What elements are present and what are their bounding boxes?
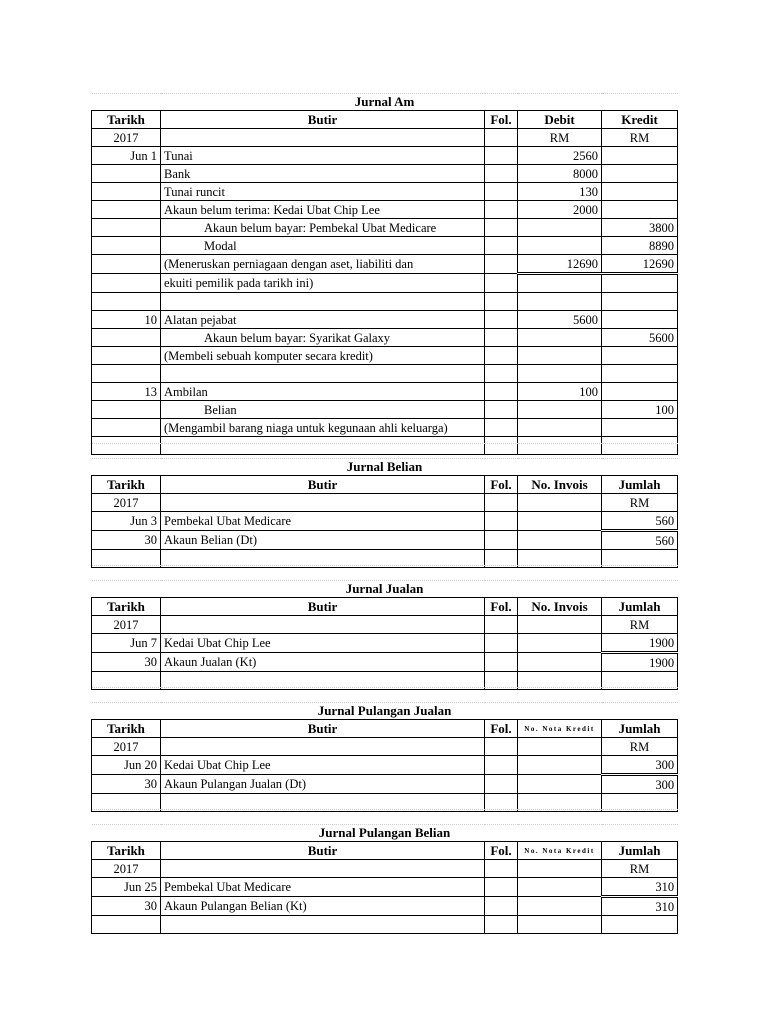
- table-title-row: [92, 581, 678, 598]
- jurnal-pulangan-jualan-table: [91, 687, 678, 812]
- header-butir: Butir: [161, 842, 485, 860]
- header-kredit: Kredit: [602, 111, 678, 129]
- header-row: [92, 720, 678, 738]
- kredit-cell: 5600: [602, 329, 678, 347]
- jurnal-am-table: [91, 93, 678, 455]
- date-cell: 13: [92, 383, 161, 401]
- desc-cell: Tunai: [161, 147, 485, 165]
- debit-cell: 8000: [518, 165, 602, 183]
- debit-cell: [518, 419, 602, 437]
- desc-cell: (Meneruskan perniagaan dengan aset, liabiliti dan: [161, 255, 485, 274]
- desc-cell: Bank: [161, 165, 485, 183]
- kredit-cell: [602, 165, 678, 183]
- table-row: [92, 274, 678, 293]
- currency-jumlah: RM: [602, 738, 678, 756]
- amount-cell: 310: [602, 878, 678, 897]
- currency-jumlah: RM: [602, 860, 678, 878]
- table-row: [92, 201, 678, 219]
- date-cell: 30: [92, 897, 161, 916]
- kredit-cell: 8890: [602, 237, 678, 255]
- header-tarikh: Tarikh: [92, 598, 161, 616]
- table-row: [92, 237, 678, 255]
- kredit-cell: 3800: [602, 219, 678, 237]
- header-row: [92, 476, 678, 494]
- header-butir: Butir: [161, 598, 485, 616]
- debit-cell: [518, 219, 602, 237]
- header-jumlah: Jumlah: [602, 842, 678, 860]
- header-tarikh: Tarikh: [92, 476, 161, 494]
- year-cell: 2017: [92, 860, 161, 878]
- amount-cell: 560: [602, 512, 678, 531]
- debit-cell: 130: [518, 183, 602, 201]
- debit-cell: [518, 274, 602, 293]
- desc-cell: Akaun belum bayar: Pembekal Ubat Medicare: [161, 219, 485, 237]
- desc-cell: Akaun Belian (Dt): [161, 531, 485, 550]
- desc-cell: Akaun Pulangan Belian (Kt): [161, 897, 485, 916]
- year-cell: 2017: [92, 616, 161, 634]
- table-row: [92, 311, 678, 329]
- date-cell: Jun 3: [92, 512, 161, 531]
- header-no-nota-kredit: No. Nota Kredit: [518, 842, 602, 860]
- table-row: [92, 878, 678, 897]
- jurnal-belian-table: [91, 443, 678, 568]
- table-row: [92, 756, 678, 775]
- debit-cell: 2560: [518, 147, 602, 165]
- table-title: Jurnal Belian: [92, 459, 678, 476]
- table-row: [92, 347, 678, 365]
- desc-cell: Kedai Ubat Chip Lee: [161, 756, 485, 775]
- date-cell: 10: [92, 311, 161, 329]
- year-cell: 2017: [92, 738, 161, 756]
- debit-cell: 2000: [518, 201, 602, 219]
- header-fol: Fol.: [485, 598, 518, 616]
- table-row: [92, 634, 678, 653]
- currency-kredit: RM: [602, 129, 678, 147]
- jurnal-pulangan-belian-table: [91, 809, 678, 934]
- amount-cell: 1900: [602, 634, 678, 653]
- header-butir: Butir: [161, 720, 485, 738]
- date-cell: [92, 201, 161, 219]
- table-row: [92, 147, 678, 165]
- jurnal-jualan-table: [91, 565, 678, 690]
- year-cell: 2017: [92, 494, 161, 512]
- table-row: [92, 775, 678, 794]
- amount-cell: 300: [602, 756, 678, 775]
- debit-cell: [518, 401, 602, 419]
- desc-cell: Pembekal Ubat Medicare: [161, 512, 485, 531]
- header-row: [92, 111, 678, 129]
- kredit-cell: [602, 147, 678, 165]
- desc-cell: Ambilan: [161, 383, 485, 401]
- amount-cell: 1900: [602, 653, 678, 672]
- date-cell: [92, 165, 161, 183]
- date-cell: [92, 401, 161, 419]
- amount-cell: 310: [602, 897, 678, 916]
- header-debit: Debit: [518, 111, 602, 129]
- header-fol: Fol.: [485, 476, 518, 494]
- kredit-cell: [602, 183, 678, 201]
- kredit-cell: [602, 383, 678, 401]
- header-row: [92, 842, 678, 860]
- kredit-cell: [602, 201, 678, 219]
- desc-cell: Akaun belum terima: Kedai Ubat Chip Lee: [161, 201, 485, 219]
- header-row: [92, 598, 678, 616]
- table-row: [92, 183, 678, 201]
- header-fol: Fol.: [485, 842, 518, 860]
- debit-cell: [518, 347, 602, 365]
- table-row: [92, 531, 678, 550]
- debit-cell: 100: [518, 383, 602, 401]
- debit-cell: [518, 237, 602, 255]
- date-cell: 30: [92, 531, 161, 550]
- table-row: [92, 512, 678, 531]
- kredit-cell: 12690: [602, 255, 678, 274]
- table-row: [92, 653, 678, 672]
- table-row: [92, 219, 678, 237]
- date-cell: [92, 329, 161, 347]
- header-tarikh: Tarikh: [92, 720, 161, 738]
- currency-jumlah: RM: [602, 494, 678, 512]
- date-cell: [92, 274, 161, 293]
- date-cell: Jun 7: [92, 634, 161, 653]
- header-tarikh: Tarikh: [92, 842, 161, 860]
- header-no-invois: No. Invois: [518, 598, 602, 616]
- header-fol: Fol.: [485, 720, 518, 738]
- desc-cell: (Membeli sebuah komputer secara kredit): [161, 347, 485, 365]
- year-row: [92, 616, 678, 634]
- debit-cell: 12690: [518, 255, 602, 274]
- desc-cell: Belian: [161, 401, 485, 419]
- table-row: [92, 383, 678, 401]
- date-cell: [92, 419, 161, 437]
- desc-cell: Pembekal Ubat Medicare: [161, 878, 485, 897]
- debit-cell: [518, 329, 602, 347]
- table-title: Jurnal Pulangan Jualan: [92, 703, 678, 720]
- table-row: [92, 165, 678, 183]
- date-cell: [92, 237, 161, 255]
- table-row: [92, 419, 678, 437]
- table-title: Jurnal Am: [92, 94, 678, 111]
- header-jumlah: Jumlah: [602, 476, 678, 494]
- kredit-cell: [602, 274, 678, 293]
- table-title: Jurnal Jualan: [92, 581, 678, 598]
- kredit-cell: [602, 347, 678, 365]
- date-cell: Jun 20: [92, 756, 161, 775]
- header-tarikh: Tarikh: [92, 111, 161, 129]
- blank-row: [92, 916, 678, 934]
- desc-cell: Akaun Pulangan Jualan (Dt): [161, 775, 485, 794]
- kredit-cell: [602, 311, 678, 329]
- header-no-invois: No. Invois: [518, 476, 602, 494]
- table-row: [92, 255, 678, 274]
- table-title-row: [92, 94, 678, 111]
- amount-cell: 300: [602, 775, 678, 794]
- date-cell: Jun 1: [92, 147, 161, 165]
- date-cell: [92, 255, 161, 274]
- debit-cell: 5600: [518, 311, 602, 329]
- year-row: [92, 129, 678, 147]
- date-cell: [92, 347, 161, 365]
- blank-row: [92, 365, 678, 383]
- table-title-row: [92, 825, 678, 842]
- blank-row: [92, 293, 678, 311]
- year-cell: 2017: [92, 129, 161, 147]
- desc-cell: Tunai runcit: [161, 183, 485, 201]
- header-no-nota-kredit: No. Nota Kredit: [518, 720, 602, 738]
- header-butir: Butir: [161, 476, 485, 494]
- table-title-row: [92, 459, 678, 476]
- kredit-cell: 100: [602, 401, 678, 419]
- date-cell: [92, 219, 161, 237]
- table-row: [92, 329, 678, 347]
- desc-cell: Alatan pejabat: [161, 311, 485, 329]
- table-row: [92, 401, 678, 419]
- date-cell: [92, 183, 161, 201]
- currency-jumlah: RM: [602, 616, 678, 634]
- desc-cell: Akaun Jualan (Kt): [161, 653, 485, 672]
- date-cell: 30: [92, 775, 161, 794]
- kredit-cell: [602, 419, 678, 437]
- amount-cell: 560: [602, 531, 678, 550]
- year-row: [92, 738, 678, 756]
- date-cell: 30: [92, 653, 161, 672]
- table-title-row: [92, 703, 678, 720]
- currency-debit: RM: [518, 129, 602, 147]
- desc-cell: Akaun belum bayar: Syarikat Galaxy: [161, 329, 485, 347]
- header-jumlah: Jumlah: [602, 598, 678, 616]
- date-cell: Jun 25: [92, 878, 161, 897]
- header-butir: Butir: [161, 111, 485, 129]
- table-row: [92, 897, 678, 916]
- desc-cell: Kedai Ubat Chip Lee: [161, 634, 485, 653]
- year-row: [92, 860, 678, 878]
- header-fol: Fol.: [485, 111, 518, 129]
- header-jumlah: Jumlah: [602, 720, 678, 738]
- desc-cell: (Mengambil barang niaga untuk kegunaan ahli keluarga): [161, 419, 485, 437]
- desc-cell: Modal: [161, 237, 485, 255]
- table-title: Jurnal Pulangan Belian: [92, 825, 678, 842]
- year-row: [92, 494, 678, 512]
- desc-cell: ekuiti pemilik pada tarikh ini): [161, 274, 485, 293]
